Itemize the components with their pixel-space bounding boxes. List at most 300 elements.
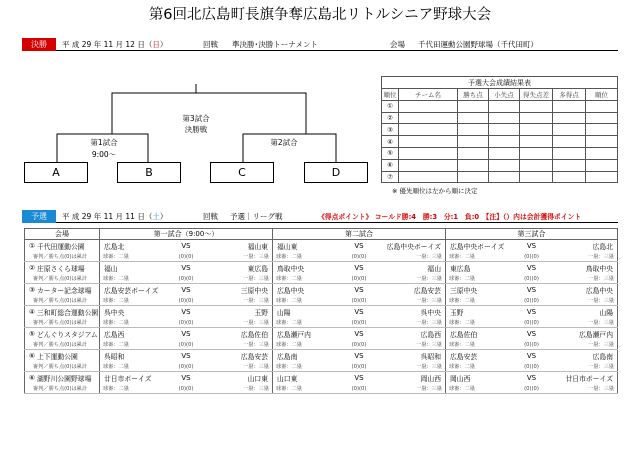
results-cell xyxy=(489,159,520,171)
vs-label: VS xyxy=(526,242,537,250)
game-sub-cell xyxy=(100,384,273,394)
home-score: (0) xyxy=(524,275,532,282)
home-team: 山口東 xyxy=(277,375,298,383)
home-score: (0) xyxy=(351,297,359,304)
game-cell xyxy=(100,262,273,275)
home-team: 玉野 xyxy=(450,309,464,317)
results-cell xyxy=(520,171,553,183)
home-team: 福山 xyxy=(104,265,118,273)
home-score: (0) xyxy=(178,297,186,304)
prelim-header-rule xyxy=(56,222,618,223)
away-team: 三原中央 xyxy=(240,287,268,295)
league-sub-row xyxy=(25,296,618,306)
league-header-game2: 第二試合 xyxy=(273,229,446,240)
results-cell xyxy=(553,147,586,159)
away-team: 広島西 xyxy=(420,331,441,339)
match1-label: 第1試合 xyxy=(90,138,118,147)
results-cell xyxy=(399,100,458,112)
home-team: 呉中央 xyxy=(104,309,125,317)
match1-time: 9:00～ xyxy=(91,150,117,159)
away-umpire: 一塁：三塁 xyxy=(416,386,442,392)
points-rule: 《得点ポイント》 コールド勝:4 勝:3 分:1 負:0 【注】（）内は会計獲得ポイント xyxy=(318,213,582,221)
home-team: 広島中央 xyxy=(277,287,305,295)
league-sub-row xyxy=(25,362,618,372)
venue-number: ② xyxy=(28,264,36,272)
league-row xyxy=(25,350,618,363)
away-team: 広島南 xyxy=(592,353,613,361)
results-row xyxy=(382,171,618,183)
game-cell xyxy=(273,306,446,319)
results-cell xyxy=(458,100,489,112)
game-sub-cell xyxy=(273,318,446,328)
game-cell xyxy=(273,328,446,341)
away-team: 呉中央 xyxy=(420,309,441,317)
game-sub-cell xyxy=(273,274,446,284)
results-header: 小失点 xyxy=(489,89,520,101)
vs-label: VS xyxy=(526,330,537,338)
umpire-note: 審判／勝ち点(0)は累計 xyxy=(25,384,100,394)
vs-label: VS xyxy=(181,374,191,382)
prelim-date: 平 成 29 年 11 月 11 日（土） xyxy=(62,212,168,221)
results-header: チーム名 xyxy=(399,89,458,101)
home-score: (0) xyxy=(178,253,186,260)
away-score: (0) xyxy=(359,385,367,392)
results-rank: ⑦ xyxy=(382,171,399,183)
match2-label: 第2試合 xyxy=(270,138,298,147)
home-score: (0) xyxy=(524,297,532,304)
away-score: (0) xyxy=(186,253,194,260)
home-umpire: 球審：二塁 xyxy=(449,276,475,282)
away-team: 東広島 xyxy=(247,265,268,273)
home-team: 廿日市ボーイズ xyxy=(104,375,152,383)
results-cell xyxy=(586,136,618,148)
results-cell xyxy=(489,112,520,124)
vs-label: VS xyxy=(354,242,364,250)
results-cell xyxy=(399,171,458,183)
away-umpire: 一塁：三塁 xyxy=(416,320,442,326)
league-row xyxy=(25,306,618,319)
page-title: 第6回北広島町長旗争奪広島北リトルシニア野球大会 xyxy=(148,7,492,23)
venue-cell xyxy=(25,328,100,341)
results-cell xyxy=(489,136,520,148)
vs-label: VS xyxy=(181,286,191,294)
umpire-note: 審判／勝ち点(0)は累計 xyxy=(25,362,100,372)
away-umpire: 一塁：三塁 xyxy=(588,254,614,260)
game-sub-cell xyxy=(273,340,446,350)
game-cell xyxy=(273,240,446,253)
vs-label: VS xyxy=(354,308,364,316)
home-umpire: 球審：二塁 xyxy=(276,364,302,370)
home-umpire: 球審：二塁 xyxy=(449,386,475,392)
game-cell xyxy=(100,284,273,297)
results-cell xyxy=(489,171,520,183)
home-score: (0) xyxy=(351,363,359,370)
venue-cell xyxy=(25,306,100,319)
results-cell xyxy=(553,159,586,171)
away-score: (0) xyxy=(531,253,539,260)
away-umpire: 一塁：三塁 xyxy=(416,298,442,304)
home-umpire: 球審：二塁 xyxy=(449,364,475,370)
away-team: 広島中央ボーイズ xyxy=(386,243,441,251)
venue-number: ⑥ xyxy=(28,374,36,382)
league-row xyxy=(25,240,618,253)
results-cell xyxy=(520,159,553,171)
away-umpire: 一塁：三塁 xyxy=(243,298,269,304)
results-rank: ③ xyxy=(382,124,399,136)
results-cell xyxy=(399,136,458,148)
results-header: 勝ち点 xyxy=(458,89,489,101)
home-team: 岡山西 xyxy=(450,375,471,383)
game-cell xyxy=(446,328,618,341)
results-rank: ④ xyxy=(382,136,399,148)
home-umpire: 球審：二塁 xyxy=(449,342,475,348)
away-umpire: 一塁：三塁 xyxy=(243,276,269,282)
home-team: 福山東 xyxy=(277,243,298,251)
vs-label: VS xyxy=(181,352,191,360)
away-umpire: 一塁：三塁 xyxy=(588,320,614,326)
league-header-game1: 第一試合（9:00～） xyxy=(100,229,273,240)
game-cell xyxy=(446,350,618,363)
home-score: (0) xyxy=(351,385,359,392)
home-score: (0) xyxy=(351,253,359,260)
away-score: (0) xyxy=(186,297,194,304)
game-cell xyxy=(446,306,618,319)
away-team: 広島安芸 xyxy=(240,353,268,361)
results-header-row xyxy=(382,89,618,101)
results-cell xyxy=(553,136,586,148)
results-cell xyxy=(458,147,489,159)
vs-label: VS xyxy=(526,352,537,360)
league-row xyxy=(25,262,618,275)
home-umpire: 球審：二塁 xyxy=(276,320,302,326)
game-sub-cell xyxy=(446,252,618,262)
league-header-game3: 第三試合 xyxy=(446,229,618,240)
results-row xyxy=(382,136,618,148)
home-umpire: 球審：二塁 xyxy=(449,298,475,304)
results-cell xyxy=(458,124,489,136)
venue-name: 三和町総合運動公園 xyxy=(37,309,99,317)
home-team: 山陽 xyxy=(277,309,291,317)
away-team: 山口東 xyxy=(247,375,268,383)
venue-number: ④ xyxy=(28,308,36,316)
away-score: (0) xyxy=(359,253,367,260)
home-umpire: 球審：二塁 xyxy=(103,342,129,348)
home-score: (0) xyxy=(178,319,186,326)
game-cell xyxy=(100,240,273,253)
away-umpire: 一塁：三塁 xyxy=(416,254,442,260)
home-umpire: 球審：二塁 xyxy=(103,320,129,326)
game-cell xyxy=(100,306,273,319)
away-score: (0) xyxy=(186,319,194,326)
team-box-b: B xyxy=(117,162,181,183)
venue-name: 千代田運動公園 xyxy=(37,243,85,251)
league-sub-row xyxy=(25,274,618,284)
away-umpire: 一塁：三塁 xyxy=(588,342,614,348)
results-cell xyxy=(458,159,489,171)
results-cell xyxy=(586,171,618,183)
results-row xyxy=(382,112,618,124)
match3-sub: 決勝戦 xyxy=(184,125,208,134)
umpire-note: 審判／勝ち点(0)は累計 xyxy=(25,318,100,328)
venue-cell xyxy=(25,284,100,297)
home-team: 広島安芸ボーイズ xyxy=(104,287,159,295)
away-team: 玉野 xyxy=(254,309,268,317)
away-team: 福山 xyxy=(427,265,441,273)
results-cell xyxy=(553,100,586,112)
results-cell xyxy=(553,112,586,124)
results-cell xyxy=(458,136,489,148)
results-cell xyxy=(553,171,586,183)
prelim-round-label: 回戦 xyxy=(203,212,218,221)
away-team: 福山東 xyxy=(247,243,268,251)
vs-label: VS xyxy=(354,264,364,272)
away-score: (0) xyxy=(186,275,194,282)
prelim-day: 土 xyxy=(152,212,160,221)
away-score: (0) xyxy=(531,319,539,326)
away-umpire: 一塁：三塁 xyxy=(243,386,269,392)
vs-label: VS xyxy=(181,330,191,338)
away-umpire: 一塁：三塁 xyxy=(243,320,269,326)
results-cell xyxy=(520,124,553,136)
away-umpire: 一塁：三塁 xyxy=(588,364,614,370)
game-sub-cell xyxy=(273,362,446,372)
results-cell xyxy=(553,124,586,136)
game-cell xyxy=(446,240,618,253)
game-cell xyxy=(100,372,273,385)
game-sub-cell xyxy=(100,318,273,328)
home-umpire: 球審：二塁 xyxy=(103,364,129,370)
final-date: 平 成 29 年 11 月 12 日（日） xyxy=(62,40,168,49)
results-header: 多得点 xyxy=(553,89,586,101)
results-table xyxy=(381,76,618,183)
results-body xyxy=(382,100,618,183)
away-score: (0) xyxy=(531,385,539,392)
team-box-d: D xyxy=(304,162,368,183)
away-team: 鳥取中央 xyxy=(585,265,613,273)
home-team: 広島南 xyxy=(277,353,298,361)
away-team: 広島瀬戸内 xyxy=(579,331,613,339)
home-umpire: 球審：二塁 xyxy=(276,276,302,282)
results-cell xyxy=(399,147,458,159)
final-day: 日 xyxy=(152,40,160,49)
away-umpire: 一塁：三塁 xyxy=(416,276,442,282)
game-cell xyxy=(446,284,618,297)
results-cell xyxy=(489,124,520,136)
home-score: (0) xyxy=(524,341,532,348)
game-cell xyxy=(273,284,446,297)
away-umpire: 一塁：三塁 xyxy=(416,364,442,370)
away-score: (0) xyxy=(531,341,539,348)
umpire-note: 審判／勝ち点(0)は累計 xyxy=(25,274,100,284)
league-header-row xyxy=(25,229,618,240)
game-sub-cell xyxy=(100,252,273,262)
league-sub-row xyxy=(25,340,618,350)
league-row xyxy=(25,372,618,385)
results-header: 順位 xyxy=(586,89,618,101)
league-body xyxy=(25,240,618,394)
home-umpire: 球審：二塁 xyxy=(276,254,302,260)
vs-label: VS xyxy=(354,374,364,382)
league-sub-row xyxy=(25,252,618,262)
results-cell xyxy=(489,147,520,159)
results-rank: ⑥ xyxy=(382,159,399,171)
results-rank: ② xyxy=(382,112,399,124)
home-umpire: 球審：二塁 xyxy=(276,342,302,348)
game-sub-cell xyxy=(446,384,618,394)
venue-name: カーター記念球場 xyxy=(37,287,92,295)
league-table xyxy=(24,228,618,394)
home-team: 広島中央ボーイズ xyxy=(450,243,505,251)
vs-label: VS xyxy=(181,264,191,272)
results-cell xyxy=(586,159,618,171)
home-team: 広島西 xyxy=(104,331,125,339)
away-team: 広島安芸 xyxy=(413,287,441,295)
away-team: 廿日市ボーイズ xyxy=(565,375,613,383)
home-score: (0) xyxy=(178,275,186,282)
away-umpire: 一塁：三塁 xyxy=(243,364,269,370)
away-umpire: 一塁：三塁 xyxy=(588,276,614,282)
results-row xyxy=(382,124,618,136)
venue-name: 上下運動公園 xyxy=(37,353,78,361)
results-rank: ⑤ xyxy=(382,147,399,159)
home-umpire: 球審：二塁 xyxy=(276,386,302,392)
home-team: 広島瀬戸内 xyxy=(277,331,311,339)
vs-label: VS xyxy=(526,308,537,316)
home-team: 広島安芸 xyxy=(450,353,478,361)
away-score: (0) xyxy=(359,275,367,282)
home-umpire: 球審：二塁 xyxy=(103,386,129,392)
results-cell xyxy=(520,112,553,124)
results-cell xyxy=(520,147,553,159)
away-score: (0) xyxy=(359,319,367,326)
home-score: (0) xyxy=(178,385,186,392)
league-sub-row xyxy=(25,318,618,328)
results-cell xyxy=(586,100,618,112)
away-score: (0) xyxy=(359,297,367,304)
home-umpire: 球審：二塁 xyxy=(103,298,129,304)
results-cell xyxy=(458,112,489,124)
results-cell xyxy=(520,136,553,148)
results-cell xyxy=(399,124,458,136)
team-box-c: C xyxy=(210,162,274,183)
league-sub-row xyxy=(25,384,618,394)
results-header: 得失点差 xyxy=(520,89,553,101)
away-team: 岡山西 xyxy=(420,375,441,383)
away-score: (0) xyxy=(186,341,194,348)
home-score: (0) xyxy=(524,253,532,260)
home-umpire: 球審：二塁 xyxy=(103,254,129,260)
home-score: (0) xyxy=(178,363,186,370)
results-cell xyxy=(520,100,553,112)
league-header-venue: 会場 xyxy=(25,229,100,240)
venue-cell xyxy=(25,240,100,253)
prelim-tag: 予選 xyxy=(22,210,56,223)
home-score: (0) xyxy=(351,275,359,282)
match3-label: 第3試合 xyxy=(182,114,210,123)
home-score: (0) xyxy=(524,363,532,370)
away-team: 山陽 xyxy=(599,309,613,317)
vs-label: VS xyxy=(526,374,537,382)
away-score: (0) xyxy=(359,341,367,348)
team-box-a: A xyxy=(24,162,88,183)
game-sub-cell xyxy=(100,340,273,350)
home-score: (0) xyxy=(178,341,186,348)
prelim-round-value: 予選｜リーグ戦 xyxy=(230,212,283,221)
results-title: 予選大会成績結果表 xyxy=(382,77,618,89)
away-score: (0) xyxy=(531,297,539,304)
results-cell xyxy=(489,100,520,112)
final-venue-label: 会場 xyxy=(390,40,405,49)
away-team: 呉昭和 xyxy=(420,353,441,361)
home-umpire: 球審：二塁 xyxy=(276,298,302,304)
away-score: (0) xyxy=(359,363,367,370)
home-score: (0) xyxy=(351,341,359,348)
game-sub-cell xyxy=(446,318,618,328)
final-tag: 決勝 xyxy=(22,38,56,51)
venue-number: ③ xyxy=(28,286,36,294)
vs-label: VS xyxy=(526,264,537,272)
game-cell xyxy=(273,372,446,385)
away-team: 広島中央 xyxy=(585,287,613,295)
home-team: 東広島 xyxy=(450,265,471,273)
game-sub-cell xyxy=(100,362,273,372)
results-header: 順位 xyxy=(382,89,399,101)
away-umpire: 一塁：三塁 xyxy=(416,342,442,348)
results-rank: ① xyxy=(382,100,399,112)
venue-number: ⑤ xyxy=(28,330,36,338)
final-venue-value: 千代田運動公園野球場（千代田町） xyxy=(418,40,538,49)
venue-cell xyxy=(25,372,100,385)
venue-name: どんぐりスタジアム xyxy=(37,331,98,339)
umpire-note: 審判／勝ち点(0)は累計 xyxy=(25,296,100,306)
home-umpire: 球審：二塁 xyxy=(103,276,129,282)
away-score: (0) xyxy=(186,363,194,370)
home-team: 広島佐伯 xyxy=(450,331,478,339)
results-row xyxy=(382,159,618,171)
home-team: 三原中央 xyxy=(450,287,478,295)
final-round-label: 回戦 xyxy=(203,40,218,49)
results-cell xyxy=(586,147,618,159)
umpire-note: 審判／勝ち点(0)は累計 xyxy=(25,252,100,262)
away-umpire: 一塁：三塁 xyxy=(243,254,269,260)
game-sub-cell xyxy=(446,296,618,306)
game-cell xyxy=(100,350,273,363)
venue-cell xyxy=(25,350,100,363)
vs-label: VS xyxy=(526,286,537,294)
game-sub-cell xyxy=(446,362,618,372)
home-score: (0) xyxy=(524,319,532,326)
venue-number: ⑥ xyxy=(28,352,36,360)
away-team: 広島北 xyxy=(592,243,613,251)
final-round-value: 準決勝･決勝トーナメント xyxy=(232,40,318,49)
game-sub-cell xyxy=(100,296,273,306)
venue-cell xyxy=(25,262,100,275)
league-row xyxy=(25,284,618,297)
results-cell xyxy=(399,112,458,124)
home-score: (0) xyxy=(524,385,532,392)
results-cell xyxy=(586,112,618,124)
vs-label: VS xyxy=(181,242,191,250)
results-note: ※ 優先順位は左から順に決定 xyxy=(392,187,478,195)
vs-label: VS xyxy=(354,330,364,338)
home-score: (0) xyxy=(351,319,359,326)
away-score: (0) xyxy=(531,363,539,370)
game-sub-cell xyxy=(273,252,446,262)
game-cell xyxy=(446,262,618,275)
away-umpire: 一塁：三塁 xyxy=(588,386,614,392)
home-team: 呉昭和 xyxy=(104,353,125,361)
venue-number: ① xyxy=(28,242,36,250)
